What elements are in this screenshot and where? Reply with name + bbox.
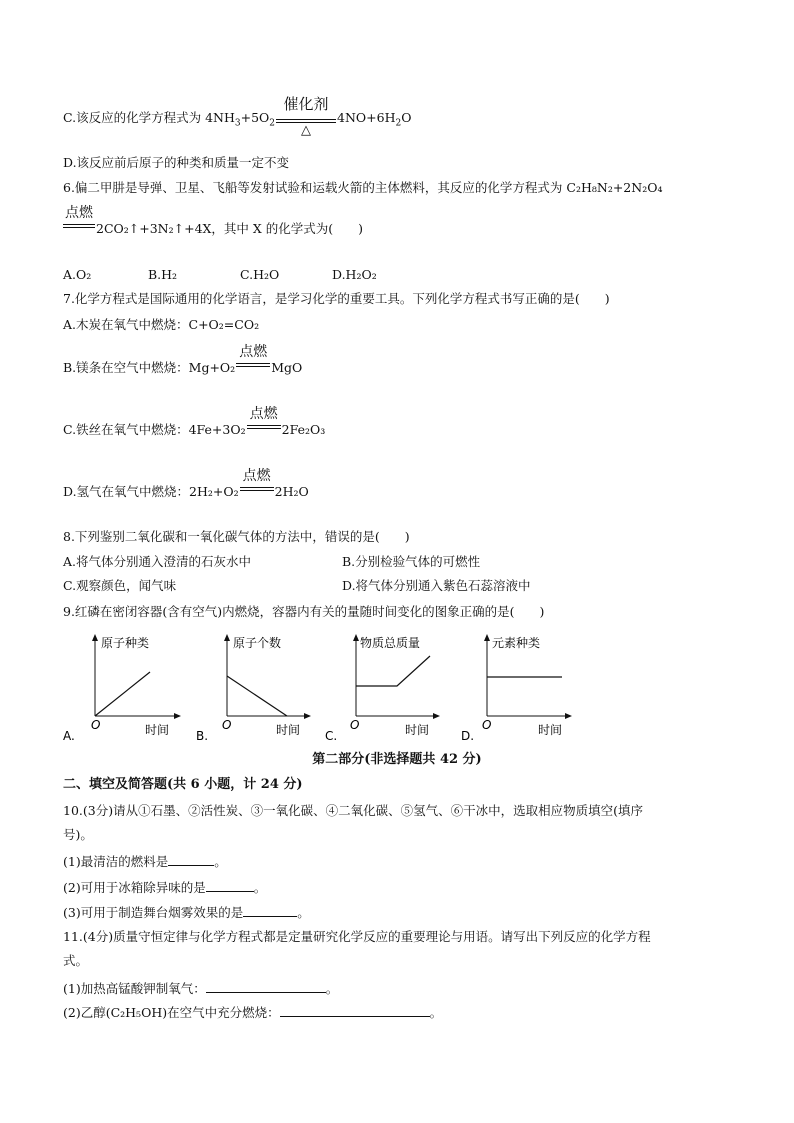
q5-optc-post: 4NO+6H [337,110,396,125]
ignite-label: 点燃 [249,406,278,422]
q7-stem: 7.化学方程式是国际通用的化学语言，是学习化学的重要工具。下列化学方程式书写正确的是( ) [63,291,610,306]
q7-option-b [63,344,303,376]
x-axis-label: 时间 [276,723,301,737]
period: 。 [253,880,267,895]
option-letter: A. [63,729,75,743]
graph-line [95,672,150,716]
period: 。 [325,981,339,996]
option-letter: D. [461,729,475,743]
q7-optd-product: 2H₂O [274,484,309,499]
section-heading: 二、填空及简答题(共 6 小题，计 24 分) [63,777,303,792]
origin-label: O [350,718,360,732]
ignite-label: 点燃 [239,344,268,360]
graph-line [356,656,430,686]
q11-p2-text: (2)乙醇(C₂H₅OH)在空气中充分燃烧： [63,1005,280,1020]
x-axis-label: 时间 [405,723,430,737]
origin-label: O [222,718,232,732]
q10-part2 [63,879,266,896]
part2-heading: 第二部分(非选择题共 42 分) [312,752,482,767]
graph-a [63,634,181,743]
q8-option-a: A.将气体分别通入澄清的石灰水中 [63,554,252,569]
equals-line [247,428,281,429]
equals-line [63,224,95,225]
q7-optb-product: MgO [271,360,303,375]
q10-part3 [63,904,310,921]
x-axis-arrow [433,713,440,719]
period: 。 [297,905,310,920]
q10-stem: 10.(3分)请从①石墨、②活性炭、③一氧化碳、④二氧化碳、⑤氢气、⑥干冰中，选取相应物质填空(填序 [63,803,643,818]
q9-graphs [0,630,794,750]
q5-optc-mid: +5O [240,110,270,125]
q11-part2 [63,1004,442,1021]
q5-option-d: D.该反应前后原子的种类和质量一定不变 [63,155,290,170]
answer-blank[interactable] [243,904,297,917]
graph-c [325,634,440,743]
equals-line [240,487,274,488]
q8-option-c: C.观察颜色，闻气味 [63,578,177,593]
q8-stem: 8.下列鉴别二氧化碳和一氧化碳气体的方法中，错误的是( ) [63,529,410,544]
origin-label: O [91,718,101,732]
q7-optd-text: D.氢气在氧气中燃烧：2H₂+O₂ [63,484,239,499]
subscript: 2 [269,118,276,129]
y-axis-arrow [224,634,230,641]
reaction-condition [236,344,270,376]
period: 。 [429,1005,443,1020]
equals-line [276,119,336,120]
q11-stem-line2: 式。 [63,953,89,968]
ignite-label: 点燃 [242,468,271,484]
q6-stem-text: 2CO₂↑+3N₂↑+4X，其中 X 的化学式为( ) [96,221,364,236]
x-axis-label: 时间 [145,723,170,737]
reaction-condition [247,406,281,438]
q7-option-d [63,468,309,500]
q11-part1 [63,980,338,997]
q10-p2-text: (2)可用于冰箱除异味的是 [63,880,206,895]
q11-stem: 11.(4分)质量守恒定律与化学方程式都是定量研究化学反应的重要理论与用语。请写出下列反应的化学方程 [63,929,651,944]
origin-label: O [482,718,492,732]
y-axis-arrow [353,634,359,641]
y-axis-label: 物质总质量 [360,636,421,650]
y-axis-label: 元素种类 [492,636,541,650]
answer-blank[interactable] [206,980,326,993]
q10-p1-text: (1)最清洁的燃料是 [63,854,169,869]
reaction-condition [276,94,336,138]
equals-line [247,425,281,426]
option-letter: C. [325,729,338,743]
q10-stem-line2: 号)。 [63,827,93,842]
period: 。 [214,854,227,869]
q9-stem: 9.红磷在密闭容器(含有空气)内燃烧，容器内有关的量随时间变化的图象正确的是( ) [63,604,545,619]
x-axis-arrow [174,713,181,719]
q7-optb-text: B.镁条在空气中燃烧：Mg+O₂ [63,360,236,375]
q5-optc-text: C.该反应的化学方程式为 4NH [63,110,235,125]
equals-line [236,366,270,367]
q7-option-a: A.木炭在氧气中燃烧：C+O₂=CO₂ [63,317,260,332]
q6-option-a: A.O₂ [63,267,92,282]
subscript: 2 [395,118,402,129]
equals-line [240,490,274,491]
reaction-condition [240,468,274,500]
reaction-condition [63,205,95,237]
q7-option-c [63,406,326,438]
ignite-label: 点燃 [65,205,93,221]
q6-option-d: D.H₂O₂ [332,267,377,282]
graph-d [461,634,572,743]
y-axis-label: 原子个数 [233,636,282,650]
answer-blank[interactable] [206,879,254,892]
graph-line [227,676,287,716]
q6-stem-line2 [63,205,364,237]
q6-stem: 6.偏二甲肼是导弹、卫星、飞船等发射试验和运载火箭的主体燃料，其反应的化学方程式为 C₂H₈N₂+2N₂O₄ [63,180,663,195]
y-axis-label: 原子种类 [101,636,150,650]
x-axis-arrow [565,713,572,719]
q6-option-c: C.H₂O [240,267,280,282]
q6-option-b: B.H₂ [148,267,178,282]
q7-optc-text: C.铁丝在氧气中燃烧：4Fe+3O₂ [63,422,246,437]
q5-option-c [63,94,412,138]
q5-optc-end: O [401,110,412,125]
q8-option-d: D.将气体分别通入紫色石蕊溶液中 [342,578,531,593]
option-letter: B. [196,729,209,743]
q7-optc-product: 2Fe₂O₃ [281,422,326,437]
equals-line [63,227,95,228]
y-axis-arrow [484,634,490,641]
subscript: 3 [234,118,241,129]
q11-p1-text: (1)加热高锰酸钾制氧气： [63,981,206,996]
x-axis-label: 时间 [538,723,563,737]
equals-line [236,363,270,364]
answer-blank[interactable] [168,853,214,866]
answer-blank[interactable] [280,1004,430,1017]
q8-option-b: B.分别检验气体的可燃性 [342,554,481,569]
catalyst-label: 催化剂 [283,94,329,113]
y-axis-arrow [92,634,98,641]
q10-p3-text: (3)可用于制造舞台烟雾效果的是 [63,905,244,920]
graph-b [196,634,311,743]
heat-symbol: △ [301,122,312,138]
x-axis-arrow [304,713,311,719]
q10-part1 [63,853,227,870]
